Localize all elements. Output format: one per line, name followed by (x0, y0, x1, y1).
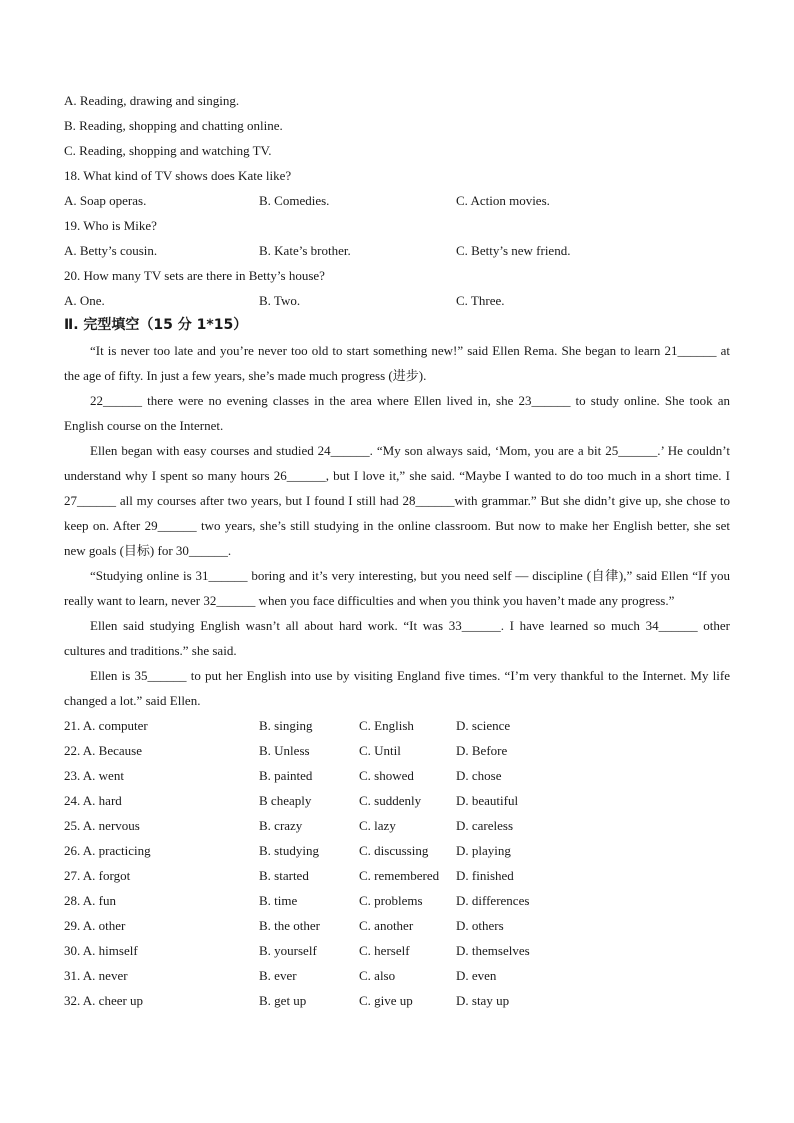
choice-row (64, 913, 730, 938)
q19-option-c: C. Betty’s new friend. (456, 243, 571, 258)
choice-option-d: D. themselves (456, 943, 530, 958)
q17-option-c: C. Reading, shopping and watching TV. (64, 143, 272, 158)
q17-option-b: B. Reading, shopping and chatting online. (64, 118, 283, 133)
q17-option-a: A. Reading, drawing and singing. (64, 93, 240, 108)
choice-option-d: D. differences (456, 893, 530, 908)
q19-option-b: B. Kate’s brother. (259, 243, 351, 258)
choice-option-a: 29. A. other (64, 918, 126, 933)
choice-list (64, 713, 730, 1013)
choice-option-c: C. also (359, 968, 396, 983)
choice-option-b: B. yourself (259, 943, 317, 958)
choice-row (64, 713, 730, 738)
q20-option-a: A. One. (64, 293, 105, 308)
choice-option-b: B. crazy (259, 818, 303, 833)
passage-paragraph-2: 22______ there were no evening classes in the area where Ellen lived in, she 23______ to study online. She took an English course on the Internet. (64, 393, 730, 433)
q20-option-c: C. Three. (456, 293, 505, 308)
choice-row (64, 938, 730, 963)
choice-option-c: C. remembered (359, 868, 440, 883)
choice-row (64, 738, 730, 763)
q19-options (64, 238, 730, 263)
passage-paragraph-6: Ellen is 35______ to put her English into use by visiting England five times. “I’m very thankful to the Internet. My life changed a lot.” said Ellen. (64, 668, 730, 708)
passage-paragraph-3: Ellen began with easy courses and studied 24______. “My son always said, ‘Mom, you are a bit 25______.’ He couldn’t understand why I spent so many hours 26______, but I love it,” she said. “Maybe I wanted to do too much in a short time. I 27______ all my courses after two years, but I found I still had 28______with grammar.” But she didn’t give up, she chose to keep on. After 29______ two years, she’s still studying in the online classroom. But now to make her English better, she set new goals (目标) for 30______. (64, 443, 730, 558)
q18-option-a: A. Soap operas. (64, 193, 147, 208)
choice-option-a: 25. A. nervous (64, 818, 140, 833)
passage-paragraph-5: Ellen said studying English wasn’t all about hard work. “It was 33______. I have learned so much 34______ other cultures and traditions.” she said. (64, 618, 730, 658)
choice-option-c: C. another (359, 918, 414, 933)
section-title: Ⅱ. 完型填空（15 分 1*15） (64, 317, 248, 333)
choice-option-c: C. suddenly (359, 793, 422, 808)
choice-row (64, 813, 730, 838)
q19-option-a: A. Betty’s cousin. (64, 243, 158, 258)
page-content (64, 88, 730, 1013)
choice-option-a: 31. A. never (64, 968, 128, 983)
choice-option-d: D. careless (456, 818, 514, 833)
choice-option-a: 21. A. computer (64, 718, 148, 733)
choice-option-c: C. herself (359, 943, 410, 958)
choice-option-b: B. the other (259, 918, 321, 933)
choice-row (64, 963, 730, 988)
choice-option-d: D. finished (456, 868, 514, 883)
choice-option-d: D. others (456, 918, 504, 933)
choice-option-b: B cheaply (259, 793, 312, 808)
choice-option-d: D. playing (456, 843, 511, 858)
q18-option-c: C. Action movies. (456, 193, 550, 208)
choice-option-d: D. beautiful (456, 793, 519, 808)
choice-option-b: B. get up (259, 993, 307, 1008)
choice-option-b: B. time (259, 893, 298, 908)
choice-option-c: C. showed (359, 768, 414, 783)
q18-option-b: B. Comedies. (259, 193, 330, 208)
choice-row (64, 788, 730, 813)
choice-option-b: B. Unless (259, 743, 310, 758)
choice-option-a: 23. A. went (64, 768, 124, 783)
choice-option-b: B. ever (259, 968, 297, 983)
choice-option-c: C. give up (359, 993, 413, 1008)
choice-option-a: 22. A. Because (64, 743, 142, 758)
passage-paragraph-4: “Studying online is 31______ boring and it’s very interesting, but you need self — discipline (自律),” said Ellen “If you really want to learn, never 32______ when you face difficulties and when you think you haven’t made any progress.” (64, 568, 730, 608)
choice-row (64, 988, 730, 1013)
q19-question: 19. Who is Mike? (64, 218, 157, 233)
choice-option-c: C. Until (359, 743, 401, 758)
choice-option-d: D. stay up (456, 993, 510, 1008)
choice-option-a: 27. A. forgot (64, 868, 131, 883)
choice-option-d: D. Before (456, 743, 508, 758)
choice-option-a: 24. A. hard (64, 793, 122, 808)
q18-question: 18. What kind of TV shows does Kate like? (64, 168, 292, 183)
choice-option-d: D. science (456, 718, 511, 733)
choice-option-b: B. started (259, 868, 309, 883)
choice-option-c: C. problems (359, 893, 423, 908)
choice-row (64, 888, 730, 913)
choice-option-b: B. studying (259, 843, 319, 858)
choice-option-b: B. painted (259, 768, 313, 783)
choice-option-c: C. lazy (359, 818, 396, 833)
choice-row (64, 763, 730, 788)
choice-option-a: 26. A. practicing (64, 843, 151, 858)
choice-option-a: 28. A. fun (64, 893, 116, 908)
choice-option-d: D. even (456, 968, 497, 983)
passage-paragraph-1: “It is never too late and you’re never too old to start something new!” said Ellen Rema. She began to learn 21______ at the age of fifty. In just a few years, she’s made much progress (进步). (64, 343, 730, 383)
choice-row (64, 863, 730, 888)
choice-option-b: B. singing (259, 718, 313, 733)
choice-row (64, 838, 730, 863)
choice-option-c: C. English (359, 718, 414, 733)
q18-options (64, 188, 730, 213)
choice-option-c: C. discussing (359, 843, 429, 858)
choice-option-a: 30. A. himself (64, 943, 138, 958)
choice-option-a: 32. A. cheer up (64, 993, 144, 1008)
q20-question: 20. How many TV sets are there in Betty’s house? (64, 268, 325, 283)
q20-option-b: B. Two. (259, 293, 301, 308)
q20-options (64, 288, 730, 313)
choice-option-d: D. chose (456, 768, 502, 783)
